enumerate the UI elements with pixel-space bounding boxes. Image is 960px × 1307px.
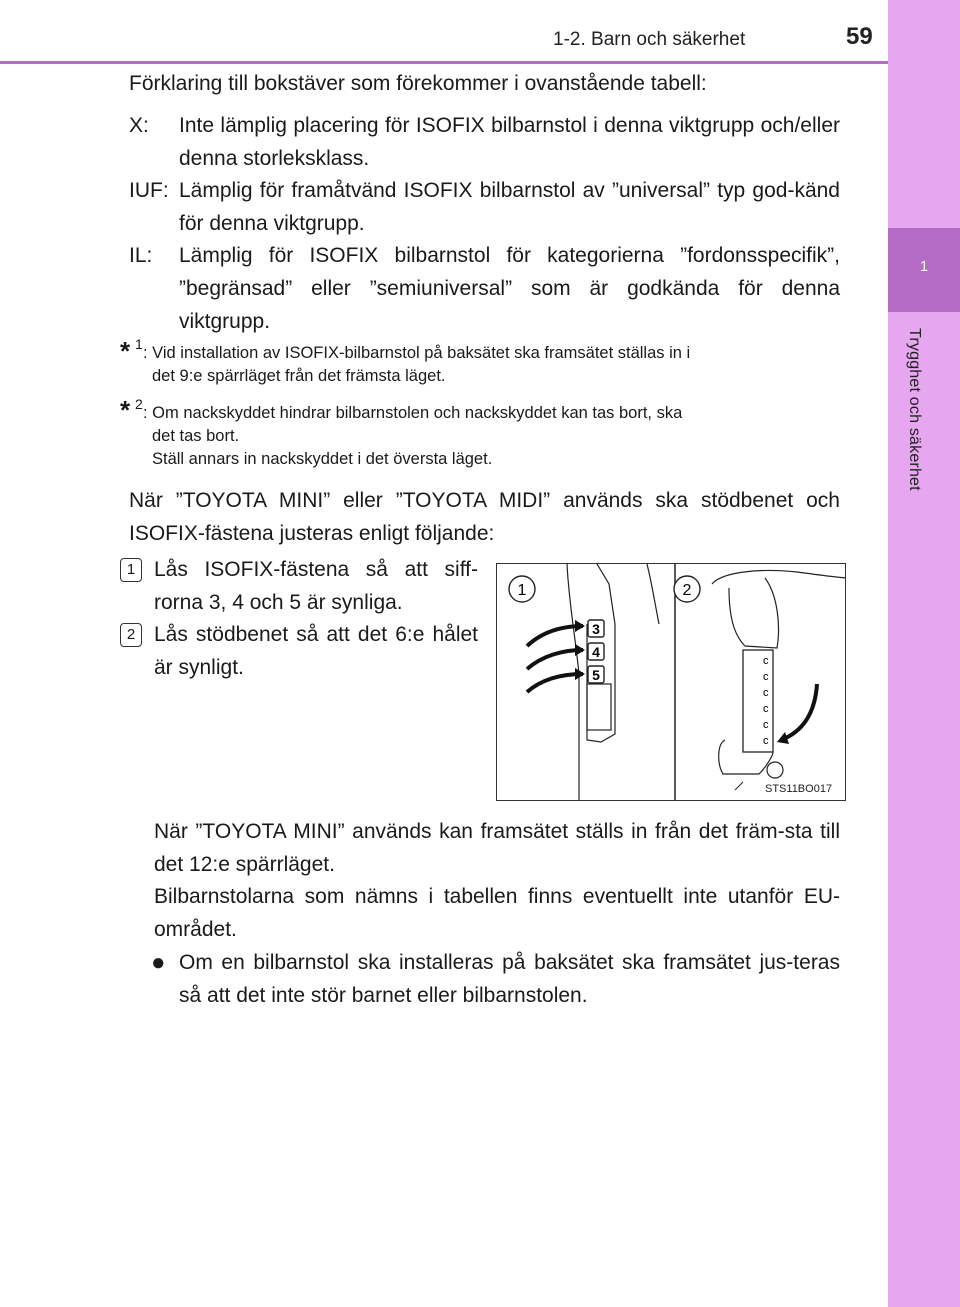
step-badge: 1 [120, 558, 142, 582]
leg-top [729, 578, 779, 648]
step-text: Lås stödbenet så att det 6:e hålet är synligt. [154, 623, 478, 679]
callout-label: 2 [682, 582, 692, 599]
page-number: 59 [846, 23, 873, 50]
definition-text: Lämplig för framåtvänd ISOFIX bilbarnstol av ”universal” typ god-känd för denna viktgrupp. [179, 179, 840, 235]
arrow [527, 674, 583, 692]
section-title: 1-2. Barn och säkerhet [553, 29, 746, 50]
step-text: Lås ISOFIX-fästena så att siff-rorna 3, 4 och 5 är synliga. [154, 558, 478, 614]
digit-label: 3 [592, 621, 600, 637]
leg-hole: c [763, 655, 769, 667]
digit-label: 4 [592, 644, 600, 660]
tick [735, 782, 743, 790]
definition-text: Inte lämplig placering för ISOFIX bilbarnstol i denna viktgrupp och/eller denna storleksklass. [179, 114, 840, 170]
footnote-line-text: Vid installation av ISOFIX-bilbarnstol på baksätet ska framsätet ställas in i [152, 344, 691, 362]
step-badge: 2 [120, 623, 142, 647]
footnote-line: Ställ annars in nackskyddet i det översta läget. [152, 450, 493, 468]
note-eu: Bilbarnstolarna som nämns i tabellen finns eventuellt inte utanför EU-området. [154, 885, 840, 941]
definition-text: Lämplig för ISOFIX bilbarnstol för kategorierna ”fordonsspecifik”, ”begränsad” eller ”semiuniversal” som är godkända för denna viktgrupp. [179, 244, 840, 333]
chapter-strip [888, 0, 960, 1307]
footnote-line: : Om nackskyddet hindrar bilbarnstolen och nackskyddet kan tas bort, ska [143, 404, 683, 422]
arrow [781, 684, 817, 740]
arrow-head [575, 668, 585, 680]
instruction-text: När ”TOYOTA MINI” eller ”TOYOTA MIDI” används ska stödbenet och ISOFIX-fästena justeras enligt följande: [129, 489, 840, 545]
arrow [527, 650, 583, 669]
footnote-number: 2 [135, 396, 143, 412]
intro-text: Förklaring till bokstäver som förekommer i ovanstående tabell: [129, 72, 707, 95]
definition-term: X: [129, 114, 149, 137]
bullet-note: Om en bilbarnstol ska installeras på baksätet ska framsätet jus-teras så att det inte stör barnet eller bilbarnstolen. [179, 951, 840, 1007]
leg-hole: c [763, 735, 769, 747]
digit-label: 5 [592, 667, 600, 683]
footnote-line: det 9:e spärrläget från det främsta läget. [152, 367, 446, 385]
callout-label: 1 [517, 582, 527, 599]
leg-hole: c [763, 703, 769, 715]
seat-edge [567, 564, 579, 801]
note-mini: När ”TOYOTA MINI” används kan framsätet ställs in från det främ-sta till det 12:e spärrläget. [154, 820, 840, 876]
header-rule [0, 61, 888, 64]
footnote-2 [143, 402, 840, 471]
bullet-dot: ● [151, 949, 166, 976]
footnote-number: 1 [135, 336, 143, 352]
definition-term: IL: [129, 244, 153, 267]
support-leg [743, 650, 773, 752]
chapter-title: Trygghet och säkerhet [906, 328, 923, 491]
seat-cushion [712, 571, 846, 585]
leg-hole: c [763, 719, 769, 731]
arrow-head [575, 620, 585, 632]
footnote-line-text: Om nackskyddet hindrar bilbarnstolen och nackskyddet kan tas bort, ska [152, 404, 683, 422]
isofix-illustration [496, 563, 846, 801]
figure-code: STS11BO017 [765, 783, 833, 795]
isofix-latch [587, 684, 611, 730]
footnote-line: det tas bort. [152, 427, 240, 445]
footnote-1 [143, 342, 840, 388]
definition-term: IUF: [129, 179, 169, 202]
footnote-asterisk: * [120, 395, 131, 425]
illustration-drawing [497, 564, 846, 801]
footnote-line: : Vid installation av ISOFIX-bilbarnstol på baksätet ska framsätet ställas in i [143, 344, 691, 362]
seat-back [647, 564, 659, 624]
arrow-head [575, 644, 585, 656]
leg-foot [767, 762, 783, 778]
leg-hole: c [763, 687, 769, 699]
footnote-asterisk: * [120, 336, 131, 366]
leg-hole: c [763, 671, 769, 683]
chapter-number: 1 [919, 258, 929, 275]
